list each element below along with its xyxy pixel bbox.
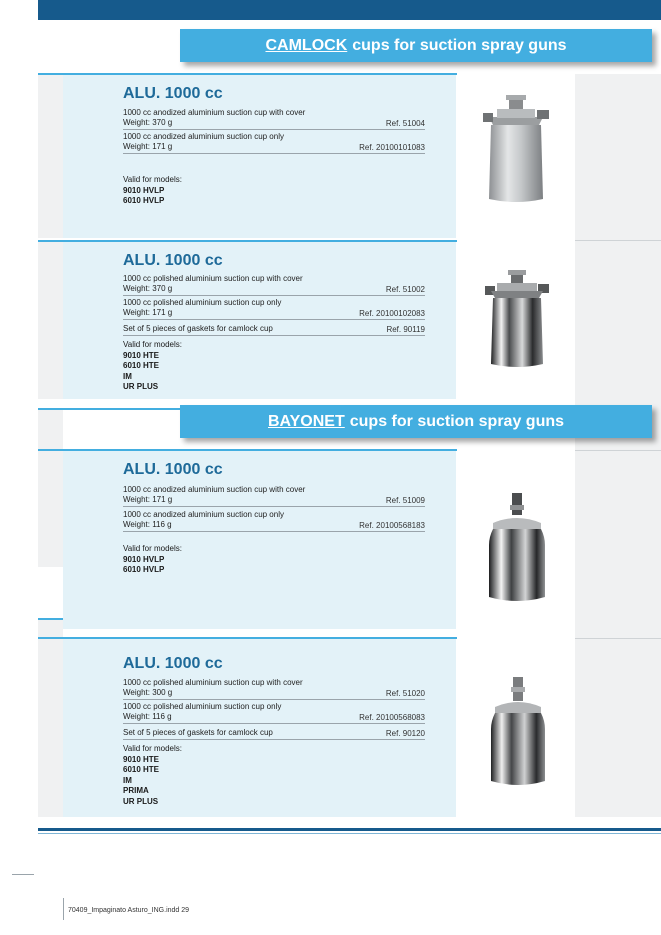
model-name: 6010 HVLP xyxy=(123,196,165,205)
model-name: 6010 HTE xyxy=(123,765,160,774)
valid-label: Valid for models: xyxy=(123,544,182,553)
row-weight: Weight: 171 g xyxy=(123,142,173,151)
product-row xyxy=(123,298,425,320)
right-divider xyxy=(575,240,661,241)
right-divider xyxy=(575,450,661,451)
valid-models xyxy=(123,340,182,393)
product-row xyxy=(123,485,425,507)
polished-camlock-cup-icon xyxy=(481,270,553,370)
row-weight: Weight: 171 g xyxy=(123,308,173,317)
product-title: ALU. 1000 cc xyxy=(123,461,223,478)
row-ref: Ref. 90119 xyxy=(386,325,425,334)
product-card xyxy=(63,75,456,238)
bayonet-banner-text: cups for suction spray guns xyxy=(349,412,565,430)
row-description: 1000 cc polished aluminium suction cup only xyxy=(123,702,282,711)
left-margin-strip xyxy=(38,619,63,817)
crop-mark xyxy=(12,874,34,875)
row-weight: Weight: 370 g xyxy=(123,284,173,293)
left-margin-strip xyxy=(38,241,63,399)
product-row xyxy=(123,132,425,154)
anodized-camlock-cup-icon xyxy=(479,95,553,207)
product-row xyxy=(123,728,425,740)
valid-models xyxy=(123,544,182,576)
row-description: 1000 cc polished aluminium suction cup with cover xyxy=(123,274,303,283)
section-divider xyxy=(38,408,180,410)
bayonet-banner xyxy=(180,405,652,438)
row-ref: Ref. 90120 xyxy=(385,729,425,738)
valid-label: Valid for models: xyxy=(123,744,182,753)
model-name: 9010 HTE xyxy=(123,350,160,360)
right-margin-column xyxy=(575,74,661,817)
model-name: IM xyxy=(123,775,132,785)
product-row xyxy=(123,702,425,724)
valid-label: Valid for models: xyxy=(123,175,182,184)
row-ref: Ref. 51002 xyxy=(385,285,425,294)
row-weight: Weight: 116 g xyxy=(123,712,172,721)
row-ref: Ref. 20100568083 xyxy=(359,713,425,722)
left-margin-strip xyxy=(38,74,63,238)
model-name: UR PLUS xyxy=(123,382,159,391)
model-name: 6010 HVLP xyxy=(123,565,165,574)
bayonet-banner-keyword: BAYONET xyxy=(267,412,345,430)
model-name: 9010 HVLP xyxy=(123,554,165,564)
product-card xyxy=(63,639,456,817)
row-ref: Ref. 51004 xyxy=(385,119,425,128)
camlock-banner-keyword: CAMLOCK xyxy=(265,36,348,54)
footer-rule-thin xyxy=(38,833,661,834)
valid-models xyxy=(123,744,182,807)
row-ref: Ref. 51009 xyxy=(385,496,425,505)
product-row xyxy=(123,108,425,130)
product-row xyxy=(123,274,425,296)
footer-rule xyxy=(38,828,661,831)
product-title: ALU. 1000 cc xyxy=(123,655,223,672)
row-description: 1000 cc anodized aluminium suction cup with cover xyxy=(123,108,306,117)
model-name: UR PLUS xyxy=(123,796,159,806)
product-row xyxy=(123,678,425,700)
product-title: ALU. 1000 cc xyxy=(123,252,223,269)
camlock-banner xyxy=(180,29,652,62)
top-header-bar xyxy=(38,0,661,20)
row-ref: Ref. 20100102083 xyxy=(359,309,425,318)
row-ref: Ref. 51020 xyxy=(385,689,425,698)
row-weight: Weight: 300 g xyxy=(123,688,173,697)
model-name: 9010 HTE xyxy=(123,754,160,764)
valid-label: Valid for models: xyxy=(123,340,182,349)
row-weight: Weight: 370 g xyxy=(123,118,173,127)
product-photo xyxy=(457,639,575,817)
model-name: 6010 HTE xyxy=(123,361,160,370)
polished-bayonet-cup-icon xyxy=(489,677,547,789)
footer-divider xyxy=(63,898,64,920)
product-row xyxy=(123,324,425,336)
row-description: 1000 cc polished aluminium suction cup only xyxy=(123,298,282,307)
row-description: 1000 cc anodized aluminium suction cup only xyxy=(123,132,284,141)
product-row xyxy=(123,510,425,532)
row-ref: Ref. 20100568183 xyxy=(359,521,425,530)
footer-filename: 70409_Impaginato Asturo_ING.indd 29 xyxy=(68,907,190,914)
left-margin-strip xyxy=(38,409,63,567)
product-title: ALU. 1000 cc xyxy=(123,85,223,102)
product-photo xyxy=(457,451,575,629)
product-card xyxy=(63,242,456,399)
row-description: 1000 cc anodized aluminium suction cup with cover xyxy=(123,485,306,494)
product-photo xyxy=(457,75,575,238)
row-description: 1000 cc anodized aluminium suction cup only xyxy=(123,510,284,519)
row-weight: Weight: 171 g xyxy=(123,495,173,504)
model-name: PRIMA xyxy=(123,786,149,795)
product-photo xyxy=(457,242,575,399)
row-description: 1000 cc polished aluminium suction cup with cover xyxy=(123,678,303,687)
model-name: IM xyxy=(123,371,132,381)
row-weight: Weight: 116 g xyxy=(123,520,172,529)
section-divider xyxy=(38,618,63,620)
anodized-bayonet-cup-icon xyxy=(487,493,547,605)
right-divider xyxy=(575,638,661,639)
row-description: Set of 5 pieces of gaskets for camlock cup xyxy=(123,324,273,333)
row-ref: Ref. 20100101083 xyxy=(359,143,425,152)
valid-models xyxy=(123,175,182,207)
product-card xyxy=(63,451,456,629)
row-description: Set of 5 pieces of gaskets for camlock cup xyxy=(123,728,273,737)
model-name: 9010 HVLP xyxy=(123,185,165,195)
camlock-banner-text: cups for suction spray guns xyxy=(352,36,567,54)
